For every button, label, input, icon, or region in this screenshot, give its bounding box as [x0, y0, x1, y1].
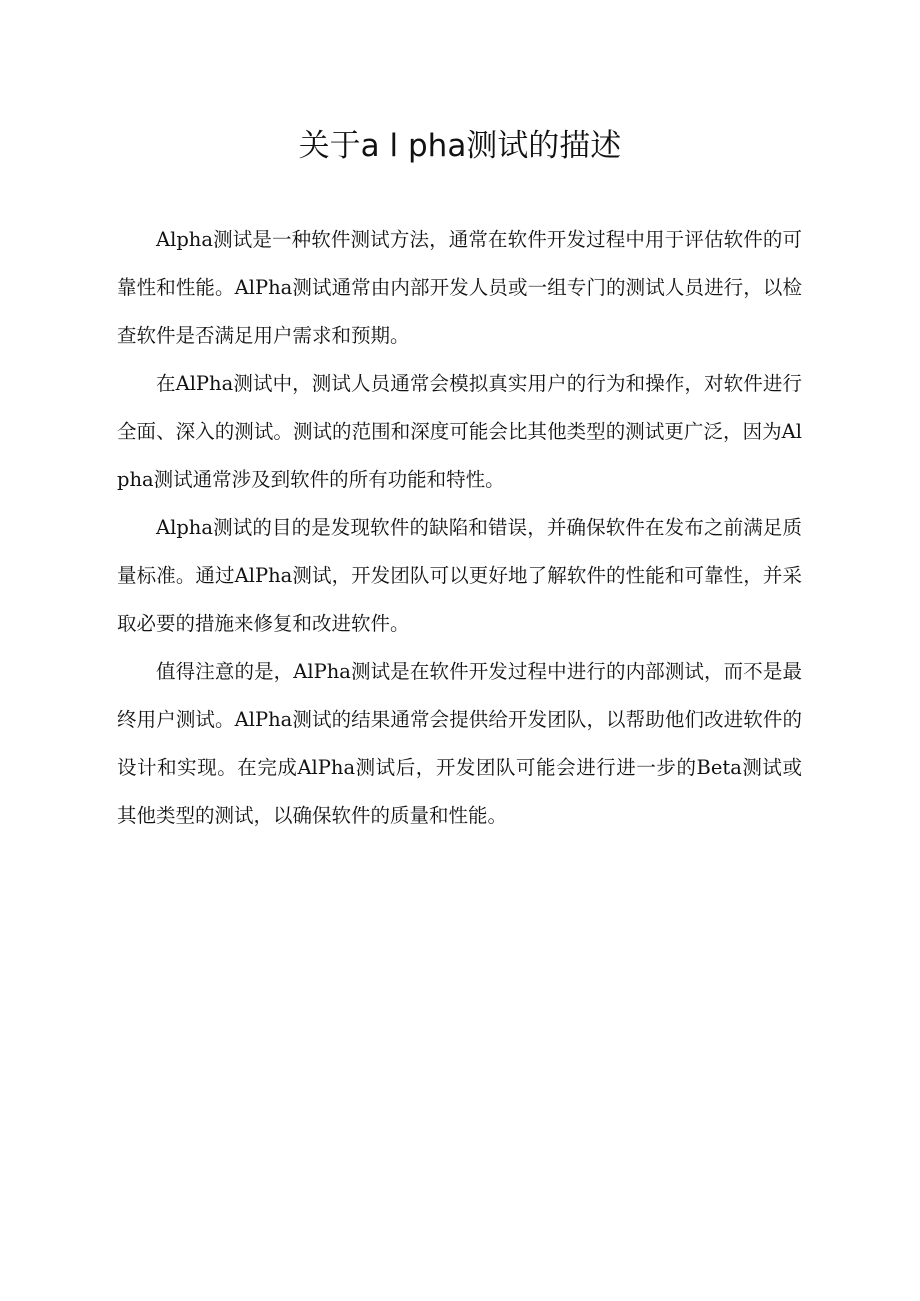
- paragraph-2: 在AlPha测试中，测试人员通常会模拟真实用户的行为和操作，对软件进行全面、深入的测试。测试的范围和深度可能会比其他类型的测试更广泛，因为Alpha测试通常涉及到软件的所有功能和特性。: [117, 372, 802, 491]
- paragraph-3: Alpha测试的目的是发现软件的缺陷和错误，并确保软件在发布之前满足质量标准。通过AlPha测试，开发团队可以更好地了解软件的性能和可靠性，并采取必要的措施来修复和改进软件。: [117, 516, 802, 635]
- paragraph-1: Alpha测试是一种软件测试方法，通常在软件开发过程中用于评估软件的可靠性和性能。AlPha测试通常由内部开发人员或一组专门的测试人员进行，以检查软件是否满足用户需求和预期。: [117, 228, 802, 347]
- paragraph-4: 值得注意的是，AlPha测试是在软件开发过程中进行的内部测试，而不是最终用户测试。AlPha测试的结果通常会提供给开发团队，以帮助他们改进软件的设计和实现。在完成AlPha测试后，开发团队可能会进行进一步的Beta测试或其他类型的测试，以确保软件的质量和性能。: [117, 660, 802, 827]
- document-body: [117, 216, 802, 840]
- document-title: 关于a l pha测试的描述: [298, 128, 622, 164]
